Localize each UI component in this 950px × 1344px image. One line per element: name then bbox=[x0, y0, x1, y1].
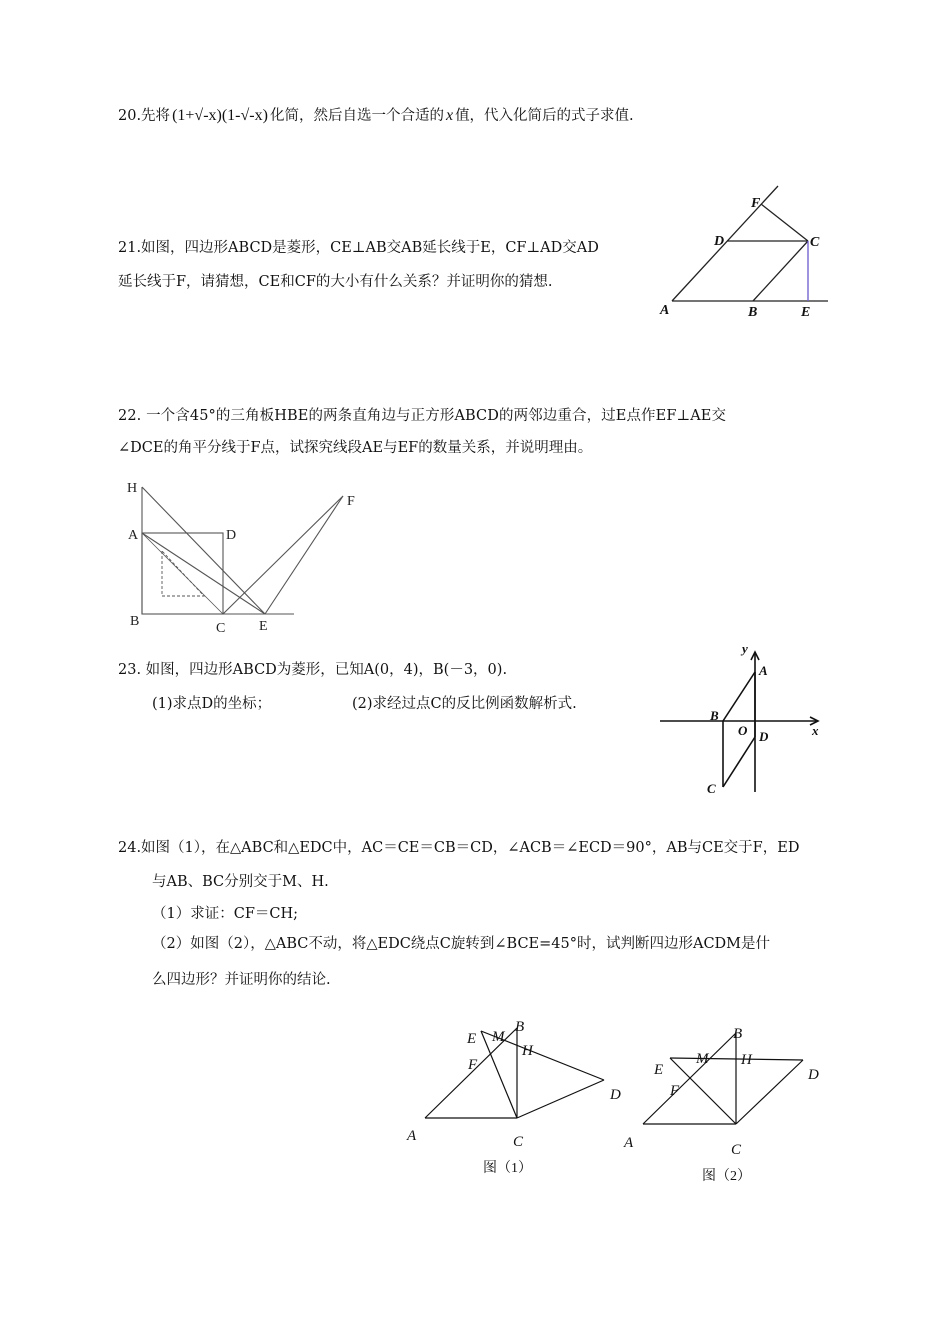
fig2-side-EC bbox=[670, 1058, 736, 1124]
q24-part2-line2: 么四边形？并证明你的结论. bbox=[152, 972, 331, 988]
q23-label-O: O bbox=[738, 723, 748, 738]
fig1-label-E: E bbox=[467, 1031, 477, 1047]
q23-line1: 23. 如图，四边形ABCD为菱形，已知A(0，4)，B(－3，0). bbox=[118, 662, 508, 678]
fig2-label-H: H bbox=[741, 1052, 752, 1068]
q22-line2: ∠DCE的角平分线于F点，试探究线段AE与EF的数量关系，并说明理由。 bbox=[118, 440, 593, 456]
q24-part1: （1）求证：CF＝CH; bbox=[152, 906, 299, 922]
q22-line1: 22. 一个含45°的三角板HBE的两条直角边与正方形ABCD的两邻边重合，过E点作EF⊥AE交 bbox=[118, 408, 727, 424]
q21-label-C: C bbox=[810, 235, 820, 250]
q22-label-B: B bbox=[130, 614, 140, 629]
fig1-caption: 图（1） bbox=[483, 1161, 532, 1176]
q21-label-E: E bbox=[801, 305, 811, 320]
fig1-label-D: D bbox=[610, 1087, 621, 1103]
q23-label-x: x bbox=[812, 723, 819, 738]
q21-line2: 延长线于F，请猜想，CE和CF的大小有什么关系？并证明你的猜想. bbox=[118, 274, 553, 290]
q23-label-B: B bbox=[710, 708, 719, 723]
q23-label-D: D bbox=[759, 729, 769, 744]
fig2-label-D: D bbox=[808, 1067, 819, 1083]
fig1-label-F: F bbox=[468, 1057, 478, 1073]
q23-label-y: y bbox=[742, 641, 748, 656]
q20-mid: 化简，然后自选一个合适的 bbox=[269, 108, 444, 124]
fig2-side-DC bbox=[736, 1060, 803, 1124]
q22-label-E: E bbox=[259, 619, 268, 634]
q23-label-C: C bbox=[707, 781, 716, 796]
q21-label-F: F bbox=[751, 196, 761, 211]
q24-part2-line1: （2）如图（2），△ABC不动，将△EDC绕点C旋转到∠BCE=45°时，试判断四边形ACDM是什 bbox=[152, 936, 771, 952]
fig1-label-B: B bbox=[515, 1019, 525, 1035]
fig2-label-C: C bbox=[731, 1142, 742, 1158]
fig2-label-E: E bbox=[654, 1062, 664, 1078]
q24-line1: 24.如图（1），在△ABC和△EDC中，AC＝CE＝CB＝CD，∠ACB＝∠ECD＝90°，AB与CE交于F，ED bbox=[118, 840, 800, 856]
fig2-label-A: A bbox=[624, 1135, 634, 1151]
fig2-label-M: M bbox=[696, 1051, 709, 1067]
fig1-label-C: C bbox=[513, 1134, 524, 1150]
q21-label-A: A bbox=[660, 303, 670, 318]
fig1-label-M: M bbox=[492, 1029, 505, 1045]
q22-label-C: C bbox=[216, 621, 226, 636]
q22-label-H: H bbox=[127, 481, 138, 496]
q20-variable: x bbox=[445, 107, 454, 124]
fig2-label-F: F bbox=[670, 1083, 680, 1099]
q23-part2: (2)求经过点C的反比例函数解析式. bbox=[352, 696, 577, 712]
fig1-label-H: H bbox=[522, 1043, 533, 1059]
q24-line2: 与AB、BC分别交于M、H. bbox=[152, 874, 329, 890]
fig2-label-B: B bbox=[733, 1026, 743, 1042]
fig2-caption: 图（2） bbox=[702, 1169, 751, 1184]
q20-prefix: 20.先将 bbox=[118, 108, 171, 124]
q22-label-D: D bbox=[226, 528, 237, 543]
q22-label-F: F bbox=[347, 494, 355, 509]
fig1-label-A: A bbox=[407, 1128, 417, 1144]
q23-label-A: A bbox=[759, 663, 768, 678]
q21-label-D: D bbox=[714, 234, 725, 249]
q21-line1: 21.如图，四边形ABCD是菱形，CE⊥AB交AB延长线于E，CF⊥AD交AD bbox=[118, 240, 599, 256]
q23-part1: (1)求点D的坐标； bbox=[152, 696, 272, 712]
q20-expression: (1+√-x)(1-√-x) bbox=[172, 107, 268, 124]
q21-label-B: B bbox=[748, 305, 758, 320]
q22-label-A: A bbox=[128, 528, 139, 543]
q20-suffix: 值，代入化简后的式子求值. bbox=[455, 108, 634, 124]
